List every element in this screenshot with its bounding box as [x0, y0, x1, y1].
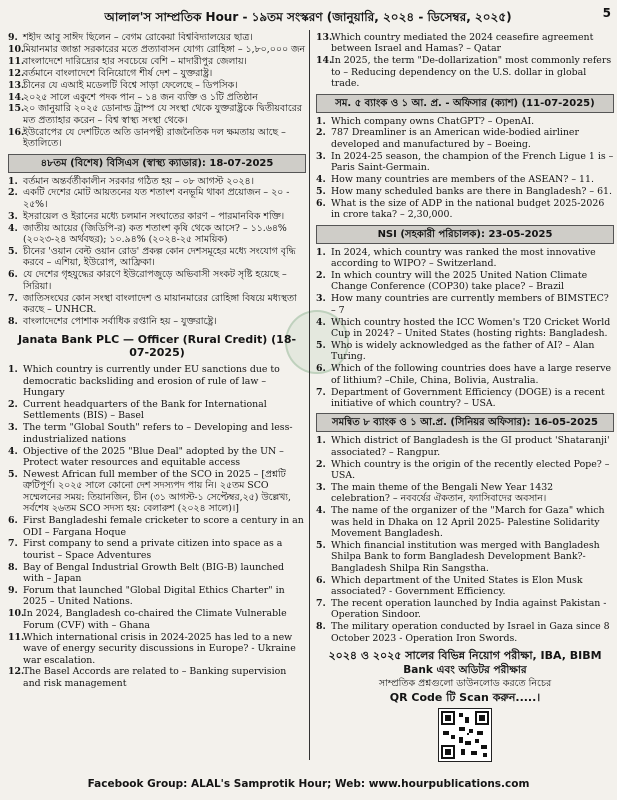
question-text: চীনের 'ওয়ান বেল্ট ওয়ান রোড' প্রকল্প কোন দেশসমূহের মধ্যে সংযোগ বৃদ্ধি করবে – এশিয়া, ইউরোপ, আফ্রিকা।	[23, 246, 296, 269]
question-item	[8, 422, 306, 445]
question-text: Which international crisis in 2024-2025 has led to a new wave of energy security discussions in Europe? - Ukraine war escalation.	[23, 631, 296, 666]
question-item	[316, 151, 614, 174]
question-item	[316, 435, 614, 458]
section-heading: NSI (সহকারী পরিচালক): 23-05-2025	[316, 225, 614, 244]
question-number: 7.	[8, 292, 18, 304]
question-number: 3.	[316, 482, 326, 493]
promo-line: সাম্প্রতিক প্রশ্নগুলো ডাউনলোড করতে নিচের	[378, 678, 552, 690]
question-number: 15.	[8, 103, 25, 115]
page-header: আলাল'স সাম্প্রতিক Hour - ১৯তম সংস্করণ (জানুয়ারি, ২০২৪ - ডিসেম্বর, ২০২৫)	[104, 10, 512, 24]
question-number: 8.	[316, 621, 326, 633]
question-number: 6.	[316, 363, 326, 375]
question-text: Forum that launched "Global Digital Ethics Charter" in 2025 – United Nations.	[23, 585, 285, 608]
question-item	[316, 459, 614, 482]
question-number: 6.	[316, 574, 326, 586]
question-item	[8, 246, 306, 269]
question-text: Which country mediated the 2024 ceasefire agreement between Israel and Hamas? – Qatar	[331, 32, 594, 55]
question-text: মিয়ানমার জান্তা সরকারের মতে প্রত্যাবাসন যোগ্য রোহিঙ্গা – ১,৮০,০০০ জন	[23, 43, 306, 55]
question-text: In 2024-25 season, the champion of the French Ligue 1 is – Paris Saint-Germain.	[331, 150, 614, 174]
question-number: 13.	[8, 79, 25, 91]
question-item	[8, 44, 306, 55]
question-item	[316, 340, 614, 363]
question-text: First company to send a private citizen into space as a tourist – Space Adventures	[23, 538, 283, 561]
question-item	[8, 632, 306, 666]
question-text: Bay of Bengal Industrial Growth Belt (BIG-B) launched with – Japan	[23, 561, 285, 585]
question-text: Which country hosted the ICC Women's T20 Cricket World Cup in 2024? – United States (hosting rights: Bangladesh.	[331, 316, 611, 340]
question-item	[316, 575, 614, 598]
question-number: 7.	[316, 386, 326, 398]
promo-line: Bank এবং অডিটর পরীক্ষার	[403, 664, 527, 677]
question-item	[316, 116, 614, 127]
question-text: Newest African full member of the SCO in 2025 – [প্রশ্নটি ত্রুটিপূর্ণ। ২০২৫ সালে কোনো দেশ সদস্যপদ পায় নি। ২৫তম SCO সম্মেলনের সময়: তিয়ানজিন, চীন (৩১ আগস্ট-১ সেপ্টেম্বর,২৫) উল্লেখ্য, সর্বশেষ ২৬তম SCO সদস্য হয়: বেলারুশ (২০২৪ সালে)।]	[23, 469, 291, 515]
question-list	[8, 176, 306, 328]
question-number: 8.	[8, 561, 18, 573]
question-number: 5.	[8, 246, 18, 257]
question-item	[8, 32, 306, 43]
question-text: The name of the organizer of the "March for Gaza" which was held in Dhaka on 12 April 2025- Palestine Solidarity Movement Bangladesh.	[331, 505, 605, 540]
question-text: জাতীয় আয়ের (জিডিপি-র) কত শতাংশ কৃষি থেকে আসে? – ১১.৬৪% (২০২৩-২৪ অর্থবছর); ১০.৯৪% (২০২৪-২৫ সাময়িক)	[23, 222, 287, 246]
question-text: Objective of the 2025 "Blue Deal" adopted by the UN – Protect water resources and equitable access	[23, 445, 284, 469]
question-item	[316, 293, 614, 316]
question-text: How many countries are currently members of BIMSTEC? – 7	[331, 293, 609, 316]
question-text: Which district of Bangladesh is the GI product 'Shataranji' associated? – Rangpur.	[331, 435, 610, 458]
question-text: Which financial institution was merged with Bangladesh Shilpa Bank to form Bangladesh Development Bank?- Bangladesh Shilpa Rin Sangstha.	[331, 540, 600, 574]
question-number: 5.	[316, 185, 326, 197]
question-number: 3.	[316, 293, 326, 305]
question-number: 7.	[316, 598, 326, 610]
question-text: যে দেশের গৃহযুদ্ধের কারণে ইউরোপজুড়ে অভিবাসী সংকট সৃষ্টি হয়েছে – সিরিয়া।	[23, 269, 287, 292]
question-text: In which country will the 2025 United Nation Climate Change Conference (COP30) take place? – Brazil	[331, 270, 588, 293]
question-number: 4.	[316, 316, 326, 328]
page-number: 5	[602, 6, 611, 20]
question-text: বাংলাদেশে দারিদ্র্যের হার সবচেয়ে বেশি – মাদারীপুর জেলায়।	[23, 55, 247, 67]
question-item	[8, 68, 306, 79]
section-heading: সম. ৫ ব্যাংক ও ১ আ. প্র. - অফিসার (ক্যাশ) (11-07-2025)	[316, 94, 614, 113]
question-item	[8, 515, 306, 538]
question-text: শহীদ আবু সাঈদ ছিলেন – বেগম রোকেয়া বিশ্ববিদ্যালয়ের ছাত্র।	[23, 32, 253, 43]
question-list	[8, 364, 306, 689]
question-item	[316, 186, 614, 197]
question-number: 2.	[8, 187, 18, 199]
question-text: What is the size of ADP in the national budget 2025-2026 in crore taka? – 2,30,000.	[331, 197, 605, 221]
question-item	[316, 55, 614, 89]
question-item	[316, 598, 614, 621]
question-item	[316, 505, 614, 539]
question-number: 5.	[316, 540, 326, 552]
left-column	[8, 32, 310, 762]
question-text: How many scheduled banks are there in Bangladesh? – 61.	[331, 185, 612, 197]
question-list	[316, 116, 614, 221]
question-text: 787 Dreamliner is an American wide-bodied airliner developed and manufactured by – Boeing.	[331, 127, 579, 150]
question-item	[316, 387, 614, 410]
page-footer: Facebook Group: ALAL's Samprotik Hour; Web: www.hourpublications.com	[87, 778, 530, 790]
question-text: The main theme of the Bengali New Year 1432 celebration? – নববর্ষের ঐকতান, ফ্যাসিবাদের অবসান।	[331, 482, 554, 505]
question-item	[8, 223, 306, 246]
question-number: 10.	[8, 43, 25, 55]
question-list	[316, 435, 614, 644]
question-number: 1.	[8, 364, 18, 376]
question-number: 3.	[8, 210, 18, 222]
question-item	[8, 316, 306, 327]
promo-box	[316, 649, 614, 762]
question-item	[8, 469, 306, 515]
question-number: 9.	[8, 32, 18, 43]
question-text: বর্তমান অন্তর্বর্তীকালীন সরকার গঠিত হয় – ০৮ আগস্ট ২০২৪।	[23, 175, 254, 187]
question-item	[8, 585, 306, 608]
question-item	[8, 56, 306, 67]
question-text: Department of Government Efficiency (DOGE) is a recent initiative of which country? – USA.	[331, 386, 605, 409]
qr-code-graphic	[439, 709, 491, 761]
question-text: Which company owns ChatGPT? – OpenAI.	[331, 115, 535, 127]
question-text: Which department of the United States is Elon Musk associated? - Government Efficiency.	[331, 574, 583, 598]
question-number: 12.	[8, 666, 25, 678]
question-text: How many countries are members of the ASEAN? – 11.	[331, 174, 594, 186]
question-text: In 2025, the term "De-dollarization" most commonly refers to – Reducing dependency on the U.S. dollar in global trade.	[331, 55, 612, 90]
question-text: একটি দেশের মোট আয়তনের যত শতাংশ বনভূমি থাকা প্রয়োজন – ২০ - ২৫%।	[23, 187, 290, 210]
question-item	[8, 127, 306, 150]
question-number: 14.	[316, 55, 333, 67]
right-column	[312, 32, 614, 762]
question-text: First Bangladeshi female cricketer to score a century in an ODI – Fargana Hoque	[23, 515, 304, 538]
question-text: ২০ জানুয়ারি ২০২৫ ডোনাল্ড ট্রাম্প যে সংস্থা থেকে যুক্তরাষ্ট্রকে দ্বিতীয়বারের মত প্রত্যাহার করেন – বিশ্ব স্বাস্থ্য সংস্থা থেকে।	[23, 103, 302, 126]
question-number: 16.	[8, 126, 25, 138]
question-item	[8, 666, 306, 689]
question-item	[316, 621, 614, 644]
question-number: 8.	[8, 315, 18, 327]
section-heading: ৪৮তম (বিশেষ) বিসিএস (স্বাস্থ্য ক্যাডার): 18-07-2025	[8, 154, 306, 173]
question-item	[8, 538, 306, 561]
question-number: 4.	[316, 174, 326, 186]
question-item	[8, 293, 306, 316]
promo-line: ২০২৪ ও ২০২৫ সালের বিভিন্ন নিয়োগ পরীক্ষা, IBA, BIBM	[328, 649, 602, 663]
question-item	[8, 211, 306, 222]
question-number: 2.	[8, 399, 18, 411]
question-text: বর্তমানে বাংলাদেশে বিনিয়োগে শীর্ষ দেশ – যুক্তরাষ্ট্র।	[23, 67, 213, 79]
question-text: Current headquarters of the Bank for International Settlements (BIS) – Basel	[23, 399, 267, 422]
question-item	[8, 562, 306, 585]
question-item	[316, 482, 614, 505]
question-number: 4.	[8, 222, 18, 234]
question-item	[8, 608, 306, 631]
question-item	[316, 540, 614, 574]
question-number: 2.	[316, 127, 326, 139]
question-item	[8, 399, 306, 422]
question-item	[8, 80, 306, 91]
question-number: 6.	[316, 197, 326, 209]
question-list	[316, 247, 614, 410]
promo-line: QR Code টি Scan করুন.....।	[389, 691, 541, 705]
question-text: ২০২৫ সালে একুশে পদক পান – ১৪ জন ব্যক্তি ও ১টি প্রতিষ্ঠান	[23, 91, 258, 103]
question-text: Which of the following countries does have a large reserve of lithium? –Chile, China, Bolivia, Australia.	[331, 363, 612, 386]
question-number: 5.	[8, 469, 18, 480]
question-text: Which country is the origin of the recently elected Pope? – USA.	[331, 458, 610, 482]
question-text: In 2024, which country was ranked the most innovative according to WIPO? – Switzerland.	[331, 246, 596, 270]
question-number: 1.	[316, 246, 326, 258]
question-number: 4.	[316, 505, 326, 517]
qr-code-icon[interactable]	[438, 708, 492, 762]
question-text: জাতিসংঘের কোন সংস্থা বাংলাদেশ ও মায়ানমারের রোহিঙ্গা বিষয়ে মধ্যস্থতা করছে – UNHCR.	[23, 292, 297, 316]
question-list	[316, 32, 614, 90]
question-item	[316, 198, 614, 221]
question-number: 9.	[8, 585, 18, 597]
question-text: In 2024, Bangladesh co-chaired the Climate Vulnerable Forum (CVF) with – Ghana	[23, 608, 287, 631]
question-text: The military operation conducted by Israel in Gaza since 8 October 2023 - Operation Iron Swords.	[331, 621, 610, 644]
question-number: 12.	[8, 67, 25, 79]
question-number: 5.	[316, 339, 326, 351]
question-item	[316, 363, 614, 386]
question-number: 3.	[8, 422, 18, 434]
question-text: ইউরোপের যে দেশটিতে অতি ডানপন্থী রাজনৈতিক দল ক্ষমতায় আছে – ইতালিতে।	[23, 126, 286, 150]
question-text: চীনের যে এআই মডেলটি বিশ্বে সাড়া ফেলেছে – ডিপসিক।	[23, 79, 238, 91]
question-number: 7.	[8, 538, 18, 550]
question-number: 1.	[8, 175, 18, 187]
question-number: 13.	[316, 32, 333, 43]
question-item	[316, 127, 614, 150]
question-number: 4.	[8, 445, 18, 457]
section-heading: সমন্বিত ৮ ব্যাংক ও ১ আ.প্র. (সিনিয়র অফিসার): 16-05-2025	[316, 413, 614, 432]
question-text: ইসরায়েল ও ইরানের মধ্যে চলমান সংঘাতের কারণ – পারমানবিক শক্তি।	[23, 210, 285, 222]
question-number: 11.	[8, 631, 25, 643]
question-number: 6.	[8, 269, 18, 281]
question-item	[316, 317, 614, 340]
question-item	[316, 32, 614, 55]
question-item	[8, 364, 306, 398]
question-item	[8, 269, 306, 292]
question-number: 1.	[316, 435, 326, 447]
question-text: The term "Global South" refers to – Developing and less-industrialized nations	[23, 422, 293, 445]
question-item	[8, 103, 306, 126]
question-item	[8, 446, 306, 469]
question-text: Which country is currently under EU sanctions due to democratic backsliding and erosion of rule of law – Hungary	[23, 364, 280, 399]
question-item	[8, 176, 306, 187]
question-text: Who is widely acknowledged as the father of AI? – Alan Turing.	[331, 339, 595, 363]
question-item	[8, 187, 306, 210]
question-number: 3.	[316, 150, 326, 162]
question-text: The Basel Accords are related to – Banking supervision and risk management	[23, 666, 287, 689]
question-item	[316, 174, 614, 185]
question-item	[316, 247, 614, 270]
question-item	[8, 92, 306, 103]
question-number: 6.	[8, 515, 18, 527]
question-item	[316, 270, 614, 293]
section-heading: Janata Bank PLC — Officer (Rural Credit) (18-07-2025)	[17, 333, 297, 360]
question-number: 2.	[316, 458, 326, 470]
question-number: 10.	[8, 608, 25, 620]
question-number: 2.	[316, 270, 326, 281]
question-text: বাংলাদেশের পোশাক সর্বাধিক রপ্তানি হয় – যুক্তরাষ্ট্রে।	[23, 315, 217, 327]
question-text: The recent operation launched by India against Pakistan - Operation Sindoor.	[331, 598, 607, 621]
question-list	[8, 32, 306, 150]
question-number: 14.	[8, 91, 25, 103]
question-number: 11.	[8, 55, 25, 67]
question-number: 1.	[316, 115, 326, 127]
